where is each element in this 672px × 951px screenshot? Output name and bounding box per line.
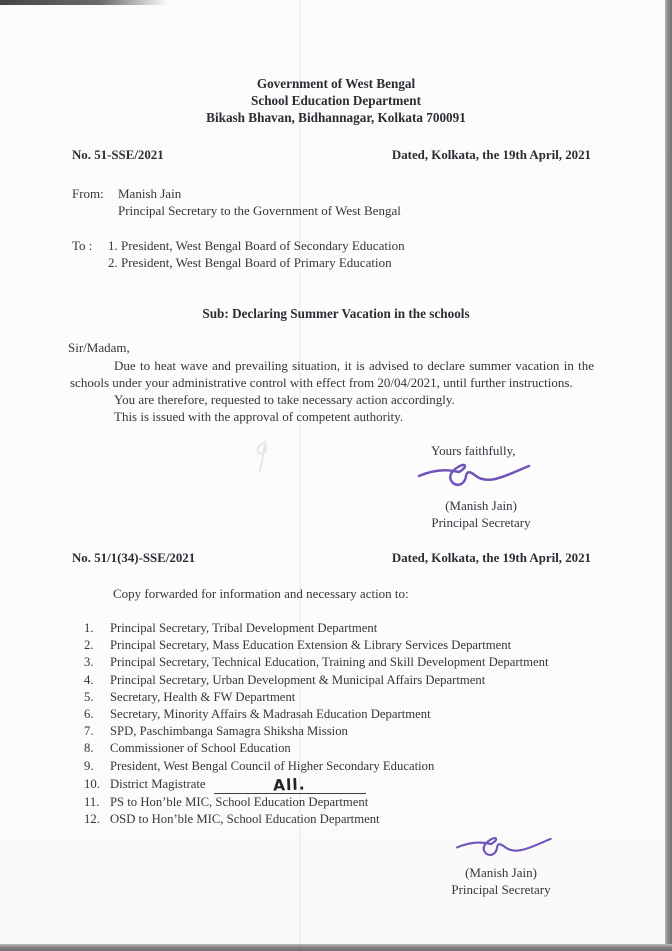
cc-list [84, 620, 604, 828]
item-number: 3. [84, 655, 94, 670]
to-label: To : [72, 238, 93, 253]
letterhead-org: Government of West Bengal [256, 76, 416, 91]
list-item [84, 794, 604, 811]
item-text: PS to Hon’ble MIC, School Education Department [110, 795, 369, 810]
item-number: 4. [84, 672, 94, 687]
signatory-block-1 [405, 497, 557, 531]
item-text: Principal Secretary, Mass Education Extension & Library Services Department [110, 638, 512, 653]
signatory-name: (Manish Jain) [465, 865, 537, 880]
to-block [72, 237, 405, 271]
scan-edge-bottom [0, 944, 672, 951]
signatory-title: Principal Secretary [431, 515, 531, 530]
reference-row-2 [72, 551, 591, 566]
item-text: Principal Secretary, Tribal Development Department [110, 621, 378, 635]
scan-edge-right [665, 0, 672, 951]
list-item-district-magistrate [84, 775, 604, 794]
list-item [84, 758, 604, 775]
reference-row-1 [72, 148, 591, 163]
memo-date: Dated, Kolkata, the 19th April, 2021 [391, 148, 591, 162]
memo-date-2: Dated, Kolkata, the 19th April, 2021 [391, 551, 591, 565]
item-number: 5. [84, 689, 94, 704]
scan-edge-top-left [0, 0, 168, 5]
item-text: Secretary, Health & FW Department [110, 689, 296, 704]
salutation: Sir/Madam, [68, 340, 130, 355]
list-item [84, 637, 604, 654]
body-paragraph-2: You are therefore, requested to take necessary action accordingly. [114, 392, 455, 407]
list-item [84, 672, 604, 689]
item-text: Secretary, Minority Affairs & Madrasah Education Department [110, 707, 431, 722]
item-text: President, West Bengal Council of Higher Secondary Education [110, 758, 435, 773]
signatory-title: Principal Secretary [451, 882, 551, 897]
item-number: 7. [84, 724, 94, 739]
sender-title: Principal Secretary to the Government of West Bengal [118, 203, 401, 218]
item-number: 9. [84, 758, 94, 773]
list-item [84, 740, 604, 757]
item-text: OSD to Hon’ble MIC, School Education Department [110, 812, 380, 827]
list-item [84, 620, 604, 637]
item-text: Principal Secretary, Technical Education, Training and Skill Development Department [110, 655, 549, 670]
from-block [72, 185, 401, 219]
list-item [84, 723, 604, 740]
recipient-2: 2. President, West Bengal Board of Primary Education [108, 255, 392, 270]
signatory-block-2 [425, 864, 577, 898]
item-number: 2. [84, 638, 94, 653]
signature-icon [451, 833, 555, 867]
signature-icon [413, 459, 533, 499]
item-number: 12. [84, 812, 100, 827]
cc-intro: Copy forwarded for information and necessary action to: [113, 586, 409, 601]
item-number: 8. [84, 741, 94, 756]
sender-name: Manish Jain [118, 186, 182, 201]
letterhead-address: Bikash Bhavan, Bidhannagar, Kolkata 700091 [206, 110, 466, 125]
item-number: 11. [84, 795, 100, 810]
item-number: 1. [84, 621, 94, 635]
list-item [84, 811, 604, 828]
memo-number-2: No. 51/1(34)-SSE/2021 [72, 551, 196, 565]
memo-number: No. 51-SSE/2021 [72, 148, 164, 162]
subject-line: Sub: Declaring Summer Vacation in the schools [202, 306, 470, 321]
item-text: Principal Secretary, Urban Development & Municipal Affairs Department [110, 672, 486, 687]
signatory-name: (Manish Jain) [445, 498, 517, 513]
list-item [84, 706, 604, 723]
fill-in-blank-line [214, 775, 366, 794]
letterhead [0, 75, 672, 126]
item-text: Commissioner of School Education [110, 741, 291, 756]
list-item [84, 689, 604, 706]
list-item [84, 654, 604, 671]
item-text: District Magistrate [110, 776, 206, 791]
faint-pen-mark [252, 440, 274, 474]
item-number: 6. [84, 707, 94, 722]
letterhead-dept: School Education Department [251, 93, 421, 108]
recipient-1: 1. President, West Bengal Board of Secondary Education [108, 238, 405, 253]
from-label: From: [72, 186, 104, 201]
body-paragraph-1: Due to heat wave and prevailing situation, it is advised to declare summer vacation in the schools under your administrative control with effect from 20/04/2021, until further instructions. [70, 358, 594, 391]
closing-phrase: Yours faithfully, [431, 443, 516, 458]
item-text: SPD, Paschimbanga Samagra Shiksha Mission [110, 724, 348, 739]
body-paragraph-3: This is issued with the approval of competent authority. [114, 409, 404, 424]
handwritten-note: All. [272, 775, 307, 795]
item-number: 10. [84, 776, 100, 791]
